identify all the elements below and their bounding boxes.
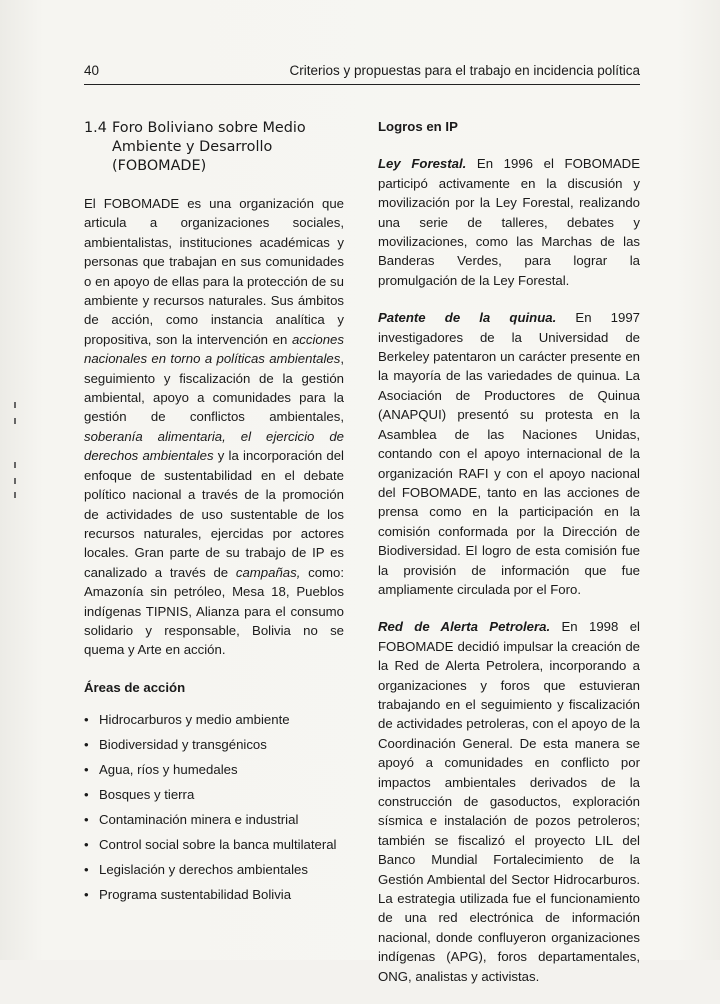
list-item: • Biodiversidad y transgénicos	[84, 732, 344, 757]
bullet-icon: •	[84, 762, 89, 778]
bullet-icon: •	[84, 887, 89, 903]
bullet-icon: •	[84, 787, 89, 803]
entry-title: Red de Alerta Petrolera.	[378, 619, 551, 635]
entry-patente-quinua: Patente de la quinua. En 1997 investigadores de la Universidad de Berkeley patentaron un carácter presente en la mayoría de las variedades de quinua. La Asociación de Productores de Quinua (ANAPQUI) presentó su protesta en la Asamblea de las Naciones Unidas, contando con el apoyo internacional de la organización RAFI y con el apoyo nacional del FOBOMADE, tanto en las acciones de prensa como en la participación en la comisión conformada por la Dirección de Biodiversidad. El logro de esta comisión fue la provisión de información que fue ampliamente circulada por el Foro.	[378, 310, 640, 597]
list-item: • Bosques y tierra	[84, 782, 344, 807]
section-number: 1.4	[84, 120, 107, 136]
bullet-icon: •	[84, 862, 89, 878]
entry-title: Patente de la quinua.	[378, 310, 557, 326]
right-column	[378, 117, 640, 1004]
logros-heading: Logros en IP	[378, 119, 458, 134]
section-title: Foro Boliviano sobre Medio Ambiente y Desarrollo (FOBOMADE)	[112, 120, 306, 174]
intro-paragraph: El FOBOMADE es una organización que articula a organizaciones sociales, ambientalistas, instituciones académicas y personas que trabajan en sus comunidades o en apoyo de ellas para la protección de su ambiente y recursos naturales. Sus ámbitos de acción, como instancia analítica y propositiva, son la intervención en acciones nacionales en torno a políticas ambientales, seguimiento y fiscalización de la gestión ambiental, apoyo a comunidades para la gestión de conflictos ambientales, soberanía alimentaria, el ejercicio de derechos ambientales y la incorporación del enfoque de sustentabilidad en el debate político nacional a través de la promoción de actividades de uso sustentable de los recursos naturales, ejercidas por actores locales. Gran parte de su trabajo de IP es canalizado a través de campañas, como: Amazonía sin petróleo, Mesa 18, Pueblos indígenas TIPNIS, Alianza para el consumo solidario y responsable, Bolivia no se quema y Arte en acción.	[84, 196, 345, 658]
list-item: • Agua, ríos y humedales	[84, 757, 344, 782]
running-title: Criterios y propuestas para el trabajo en incidencia política	[289, 63, 640, 78]
page-header	[84, 62, 640, 85]
list-item: • Control social sobre la banca multilateral	[84, 832, 344, 857]
entry-title: Ley Forestal.	[378, 156, 467, 172]
bullet-icon: •	[84, 837, 89, 853]
areas-list	[84, 707, 344, 907]
bullet-icon: •	[84, 737, 89, 753]
left-column	[84, 117, 344, 907]
bullet-icon: •	[84, 812, 89, 828]
bullet-icon: •	[84, 712, 89, 728]
areas-heading: Áreas de acción	[84, 679, 186, 695]
margin-scan-marks	[12, 400, 22, 500]
entry-red-alerta-petrolera: Red de Alerta Petrolera. En 1998 el FOBOMADE decidió impulsar la creación de la Red de Alerta Petrolera, incorporando a organizaciones y foros que estuvieran trabajando en el seguimiento y fiscalización de actividades petroleras, con el apoyo de la Coordinación General. De esta manera se apoyó a comunidades en conflicto por impactos ambientales derivados de la construcción de gasoductos, exploración sísmica e instalación de pozos petroleros; también se fiscalizó el proyecto LIL del Banco Mundial Fortalecimiento de la Gestión Ambiental del Sector Hidrocarburos. La estrategia utilizada fue el funcionamiento de una red electrónica de información nacional, donde confluyeron organizaciones indígenas (APG), foros departamentales, ONG, analistas y activistas.	[378, 619, 640, 984]
entry-ley-forestal: Ley Forestal. En 1996 el FOBOMADE participó activamente en la discusión y movilización por la Ley Forestal, realizando una serie de talleres, debates y movilizaciones, como las Marchas de las Banderas Verdes, para lograr la promulgación de la Ley Forestal.	[378, 156, 640, 288]
list-item: • Contaminación minera e industrial	[84, 807, 344, 832]
section-heading	[84, 119, 344, 176]
list-item: • Programa sustentabilidad Bolivia	[84, 882, 344, 907]
list-item: • Hidrocarburos y medio ambiente	[84, 707, 344, 732]
page-number: 40	[84, 63, 100, 78]
list-item: • Legislación y derechos ambientales	[84, 857, 344, 882]
